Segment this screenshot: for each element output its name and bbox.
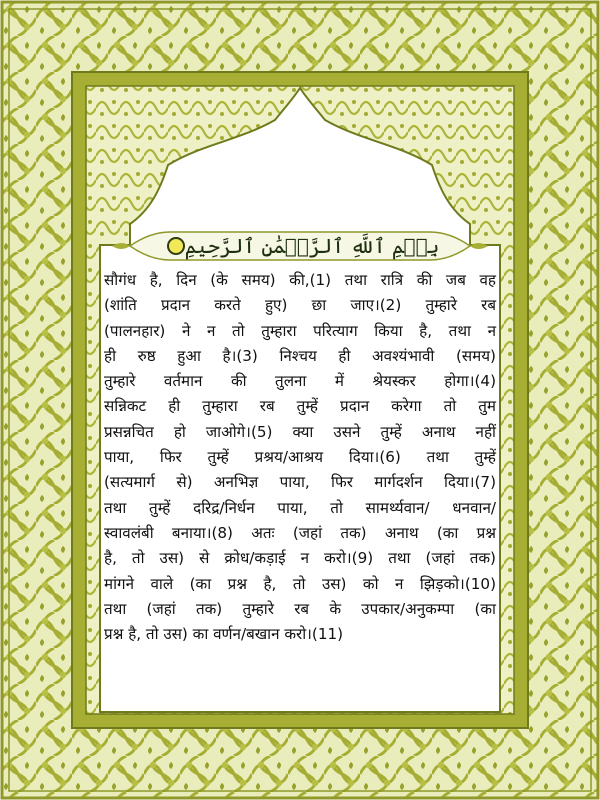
verse-line: स्वावलंबी बनाया।(8) अतः (जहां तक) अनाथ (का प्रश्न [104,523,496,542]
verse-line: (पालनहार) ने न तो तुम्हारा परित्याग किया है, तथा न [104,321,496,340]
verse-line: सन्निकट ही तुम्हारा रब तुम्हें प्रदान करेगा तो तुम [104,397,496,416]
translation-text [104,268,496,647]
verse-line: तुम्हारे वर्तमान की तुलना में श्रेयस्कर होगा।(4) [104,372,496,391]
verse-line: तथा तुम्हें दरिद्र/निर्धन पाया, तो सामर्थ्यवान/ धनवान/ [104,498,496,517]
verse-line: तथा (जहां तक) तुम्हारे रब के उपकार/अनुकम्पा (का [104,599,496,618]
bismillah-label: بِسۡمِ ٱللَّهِ ٱلرَّحۡمَٰنِ ٱلرَّحِيمِ [184,234,440,258]
verse-line: सौगंध है, दिन (के समय) की,(1) तथा रात्रि की जब वह [104,271,496,289]
verse-marker-icon [167,237,185,255]
verse-line: (सत्यमार्ग से) अनभिज्ञ पाया, फिर मार्गदर्शन दिया।(7) [104,473,496,492]
verse-line: पाया, फिर तुम्हें प्रश्रय/आश्रय दिया।(6) तथा तुम्हें [104,448,496,467]
verse-line: मांगने वाले (का प्रश्न है, तो उस) को न झिड़को।(10) [104,574,496,593]
verse-line: प्रश्न है, तो उस) का वर्णन/बखान करो।(11) [104,625,344,644]
verse-line: है, तो उस) से क्रोध/कड़ाई न करो।(9) तथा (जहां तक) [104,549,496,568]
verse-line: (शांति प्रदान करते हुए) छा जाए।(2) तुम्हारे रब [104,296,496,315]
bismillah-text [150,231,450,261]
verse-line: ही रुष्ठ हुआ है।(3) निश्चय ही अवश्यंभावी (समय) [104,346,496,365]
verse-line: प्रसन्नचित हो जाओगे।(5) क्या उसने तुम्हें अनाथ नहीं [104,422,496,441]
